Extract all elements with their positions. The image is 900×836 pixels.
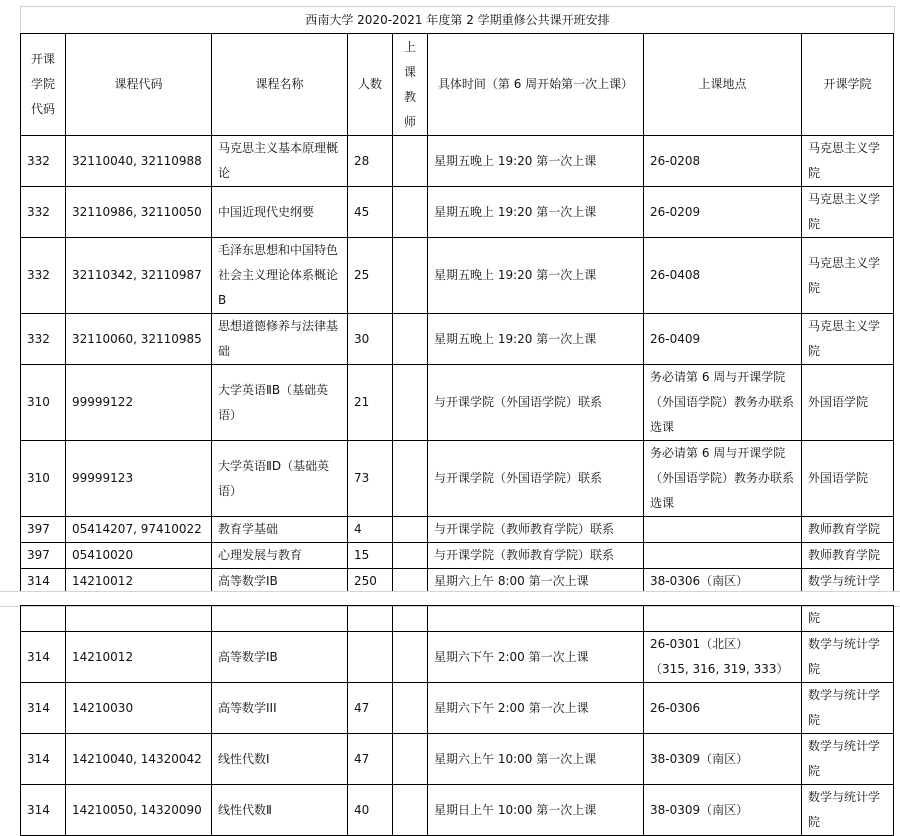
cell-time: 星期五晚上 19:20 第一次上课 (428, 238, 644, 314)
cell-teacher (393, 238, 428, 314)
cell-count: 73 (348, 441, 393, 517)
cell-college-code: 332 (21, 187, 66, 238)
cell-time: 星期五晚上 19:20 第一次上课 (428, 314, 644, 365)
cell-location: 26-0409 (644, 314, 802, 365)
cell-college-code: 314 (21, 632, 66, 683)
table-title: 西南大学 2020-2021 年度第 2 学期重修公共课开班安排 (20, 6, 895, 33)
table-row (21, 187, 894, 238)
cell-time: 星期日上午 10:00 第一次上课 (428, 785, 644, 836)
cell-course-code: 32110986, 32110050 (66, 187, 212, 238)
table-row (21, 785, 894, 836)
cell-teacher (393, 187, 428, 238)
header-teacher: 上课教师 (393, 34, 428, 136)
cell-course-name: 线性代数Ⅰ (212, 734, 348, 785)
cell-location: 38-0306（南区） (644, 569, 802, 595)
cell-college-code: 332 (21, 136, 66, 187)
cell-count: 47 (348, 683, 393, 734)
cell-location: 26-0408 (644, 238, 802, 314)
cell-location: 26-0306 (644, 683, 802, 734)
cell-location: 38-0309（南区） (644, 734, 802, 785)
cell-course-name: 高等数学ⅠB (212, 569, 348, 595)
table-row (21, 632, 894, 683)
cell-course-name: 线性代数Ⅱ (212, 785, 348, 836)
cell-teacher (393, 632, 428, 683)
cell-teacher (393, 517, 428, 543)
cell-course-name: 高等数学ⅠB (212, 632, 348, 683)
cell-course-name: 高等数学III (212, 683, 348, 734)
cell-time: 星期六上午 10:00 第一次上课 (428, 734, 644, 785)
cell-location: 26-0208 (644, 136, 802, 187)
cell-location: 务必请第 6 周与开课学院（外国语学院）教务办联系选课 (644, 365, 802, 441)
table-row (21, 238, 894, 314)
cell-teacher (393, 785, 428, 836)
cell-college-code: 397 (21, 543, 66, 569)
table-row (21, 683, 894, 734)
cell-count: 45 (348, 187, 393, 238)
cell-college: 数学与统计学院 (802, 683, 894, 734)
cell-course-name: 毛泽东思想和中国特色社会主义理论体系概论 B (212, 238, 348, 314)
cell-college-code: 332 (21, 238, 66, 314)
cell-location (644, 543, 802, 569)
cell-college: 马克思主义学院 (802, 187, 894, 238)
cell-college-code: 314 (21, 734, 66, 785)
cell-location: 38-0309（南区） (644, 785, 802, 836)
cell-time: 与开课学院（外国语学院）联系 (428, 441, 644, 517)
table-row (21, 314, 894, 365)
schedule-table-page-2 (20, 605, 894, 836)
cell-college: 外国语学院 (802, 441, 894, 517)
cell-college: 数学与统计学院 (802, 785, 894, 836)
cell-location: 26-0301（北区） （315, 316, 319, 333） (644, 632, 802, 683)
cell-course-name: 大学英语ⅡD（基础英语） (212, 441, 348, 517)
cell-college: 数学与统计学 (802, 569, 894, 595)
table-row (21, 365, 894, 441)
cell-course-name: 中国近现代史纲要 (212, 187, 348, 238)
cell-time: 与开课学院（教师教育学院）联系 (428, 543, 644, 569)
cell-teacher (393, 365, 428, 441)
cell-course-code: 32110342, 32110987 (66, 238, 212, 314)
cell-count: 25 (348, 238, 393, 314)
cell-course-code: 14210012 (66, 632, 212, 683)
cell-count: 40 (348, 785, 393, 836)
cell-course-code: 32110040, 32110988 (66, 136, 212, 187)
cell-count: 15 (348, 543, 393, 569)
cell-college: 马克思主义学院 (802, 314, 894, 365)
schedule-table-page-1 (20, 33, 894, 595)
cell-college-code: 397 (21, 517, 66, 543)
cell-course-name: 大学英语ⅡB（基础英语） (212, 365, 348, 441)
table-row (21, 441, 894, 517)
cell-course-code: 99999123 (66, 441, 212, 517)
cell-count: 21 (348, 365, 393, 441)
cell-college-continued: 院 (802, 606, 894, 632)
table-row (21, 734, 894, 785)
cell-course-code: 05414207, 97410022 (66, 517, 212, 543)
cell-college-code: 314 (21, 785, 66, 836)
table-row (21, 136, 894, 187)
table-row-continued (21, 606, 894, 632)
cell-count: 4 (348, 517, 393, 543)
cell-college: 教师教育学院 (802, 543, 894, 569)
table-row (21, 517, 894, 543)
cell-time: 星期六下午 2:00 第一次上课 (428, 683, 644, 734)
cell-course-code: 14210050, 14320090 (66, 785, 212, 836)
cell-college: 数学与统计学院 (802, 734, 894, 785)
cell-college-code: 310 (21, 365, 66, 441)
cell-college-code: 310 (21, 441, 66, 517)
cell-teacher (393, 683, 428, 734)
cell-course-code: 32110060, 32110985 (66, 314, 212, 365)
cell-time: 星期六上午 8:00 第一次上课 (428, 569, 644, 595)
cell-college-code: 332 (21, 314, 66, 365)
cell-teacher (393, 543, 428, 569)
header-row (21, 34, 894, 136)
cell-teacher (393, 734, 428, 785)
cell-count (348, 632, 393, 683)
cell-time: 星期五晚上 19:20 第一次上课 (428, 187, 644, 238)
cell-college-code: 314 (21, 569, 66, 595)
header-college: 开课学院 (802, 34, 894, 136)
cell-college: 外国语学院 (802, 365, 894, 441)
header-college-code: 开课学院代码 (21, 34, 66, 136)
cell-course-name: 思想道德修养与法律基础 (212, 314, 348, 365)
cell-college: 教师教育学院 (802, 517, 894, 543)
cell-count: 250 (348, 569, 393, 595)
cell-course-name: 教育学基础 (212, 517, 348, 543)
cell-count: 47 (348, 734, 393, 785)
cell-time: 星期六下午 2:00 第一次上课 (428, 632, 644, 683)
cell-location: 务必请第 6 周与开课学院（外国语学院）教务办联系选课 (644, 441, 802, 517)
header-count: 人数 (348, 34, 393, 136)
header-course-code: 课程代码 (66, 34, 212, 136)
cell-teacher (393, 441, 428, 517)
cell-teacher (393, 314, 428, 365)
cell-time: 与开课学院（外国语学院）联系 (428, 365, 644, 441)
cell-course-name: 心理发展与教育 (212, 543, 348, 569)
cell-location: 26-0209 (644, 187, 802, 238)
header-course-name: 课程名称 (212, 34, 348, 136)
cell-college-code: 314 (21, 683, 66, 734)
cell-course-code: 14210030 (66, 683, 212, 734)
cell-course-code: 14210012 (66, 569, 212, 595)
cell-college: 数学与统计学院 (802, 632, 894, 683)
cell-location (644, 517, 802, 543)
header-location: 上课地点 (644, 34, 802, 136)
cell-course-name: 马克思主义基本原理概论 (212, 136, 348, 187)
cell-course-code: 05410020 (66, 543, 212, 569)
cell-college: 马克思主义学院 (802, 136, 894, 187)
cell-teacher (393, 136, 428, 187)
header-time: 具体时间（第 6 周开始第一次上课） (428, 34, 644, 136)
cell-course-code: 99999122 (66, 365, 212, 441)
cell-time: 星期五晚上 19:20 第一次上课 (428, 136, 644, 187)
cell-time: 与开课学院（教师教育学院）联系 (428, 517, 644, 543)
cell-count: 30 (348, 314, 393, 365)
cell-course-code: 14210040, 14320042 (66, 734, 212, 785)
table-row (21, 543, 894, 569)
cell-college: 马克思主义学院 (802, 238, 894, 314)
cell-count: 28 (348, 136, 393, 187)
